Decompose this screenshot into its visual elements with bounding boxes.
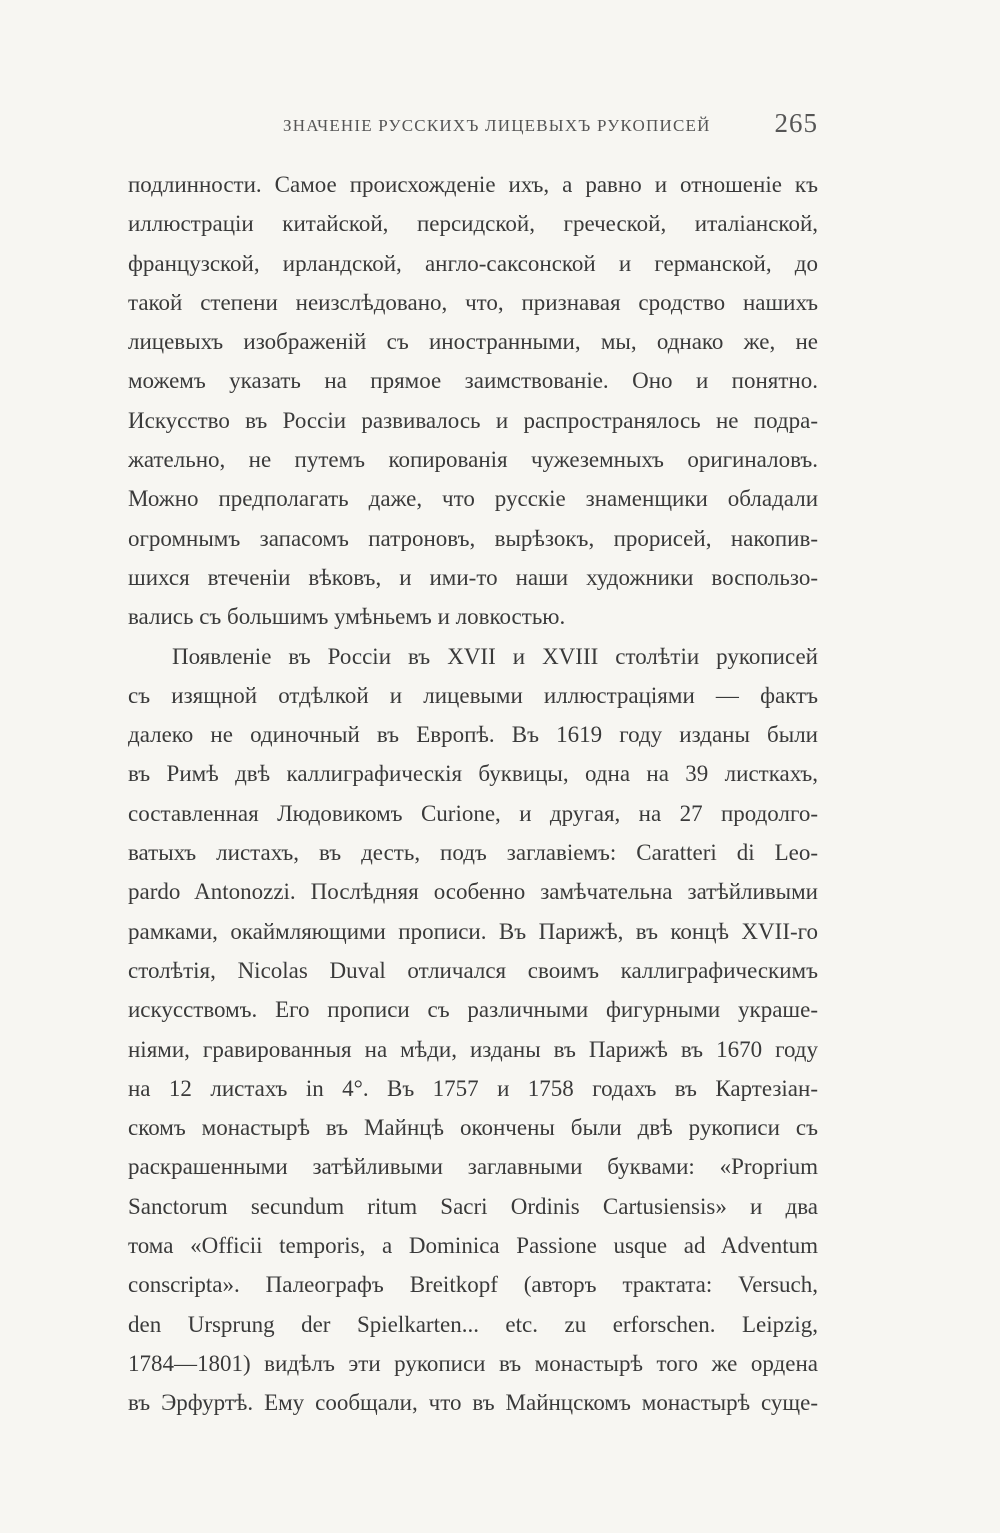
- text-line: Искусство въ Россіи развивалось и распространялось не подра-: [128, 407, 818, 433]
- text-line: шихся втеченіи вѣковъ, и ими-то наши художники воспользо-: [128, 564, 818, 590]
- page-number: 265: [774, 108, 818, 138]
- running-head: [128, 108, 818, 144]
- text-line: ватыхъ листахъ, въ десть, подъ заглавіемъ: Caratteri di Leo-: [128, 840, 818, 866]
- text-line: въ Римѣ двѣ каллиграфическія буквицы, одна на 39 листкахъ,: [128, 761, 818, 787]
- text-line: такой степени неизслѣдовано, что, признавая сродство нашихъ: [128, 289, 818, 315]
- text-line: den Ursprung der Spielkarten... etc. zu erforschen. Leipzig,: [128, 1311, 818, 1337]
- text-line: на 12 листахъ in 4°. Въ 1757 и 1758 годахъ въ Картезіан-: [128, 1075, 818, 1101]
- text-line: съ изящной отдѣлкой и лицевыми иллюстраціями — фактъ: [128, 682, 818, 708]
- text-line: жательно, не путемъ копированія чужеземныхъ оригиналовъ.: [128, 447, 818, 473]
- text-line: подлинности. Самое происхожденіе ихъ, а равно и отношеніе къ: [128, 172, 818, 197]
- text-line: искусствомъ. Его прописи съ различными фигурными украше-: [128, 997, 818, 1023]
- text-line: лицевыхъ изображеній съ иностранными, мы, однако же, не: [128, 329, 818, 355]
- text-line: въ Эрфуртѣ. Ему сообщали, что въ Майнцскомъ монастырѣ суще-: [128, 1390, 818, 1416]
- text-line: огромнымъ запасомъ патроновъ, вырѣзокъ, прорисей, накопив-: [128, 525, 818, 551]
- text-line: тома «Officii temporis, a Dominica Passione usque ad Adventum: [128, 1233, 818, 1259]
- text-line: Sanctorum secundum ritum Sacri Ordinis Cartusiensis» и два: [128, 1193, 818, 1219]
- text-line: далеко не одиночный въ Европѣ. Въ 1619 году изданы были: [128, 722, 818, 748]
- text-line: можемъ указать на прямое заимствованіе. Оно и понятно.: [128, 368, 818, 394]
- text-line: скомъ монастырѣ въ Майнцѣ окончены были двѣ рукописи съ: [128, 1115, 818, 1141]
- text-line: Можно предполагать даже, что русскіе знаменщики обладали: [128, 486, 818, 512]
- body-text: [128, 165, 818, 1423]
- text-line: столѣтія, Nicolas Duval отличался своимъ каллиграфическимъ: [128, 957, 818, 983]
- text-line: раскрашенными затѣйливыми заглавными буквами: «Proprium: [128, 1154, 818, 1180]
- text-line: вались съ большимъ умѣньемъ и ловкостью.: [128, 604, 566, 630]
- text-line: рамками, окаймляющими прописи. Въ Парижѣ, въ концѣ XVII-го: [128, 918, 818, 944]
- text-line: составленная Людовикомъ Curione, и другая, на 27 продолго-: [128, 800, 818, 826]
- text-line: pardo Antonozzi. Послѣдняя особенно замѣчательна затѣйливыми: [128, 879, 818, 905]
- text-line: 1784—1801) видѣлъ эти рукописи въ монастырѣ того же ордена: [128, 1350, 818, 1376]
- text-line: conscripta». Палеографъ Breitkopf (авторъ трактата: Versuch,: [128, 1272, 818, 1298]
- text-line: Появленіе въ Россіи въ XVII и XVIII столѣтіи рукописей: [172, 643, 818, 669]
- text-line: ніями, гравированныя на мѣди, изданы въ Парижѣ въ 1670 году: [128, 1036, 818, 1062]
- running-title: ЗНАЧЕНІЕ РУССКИХЪ ЛИЦЕВЫХЪ РУКОПИСЕЙ: [283, 116, 711, 135]
- text-line: иллюстраціи китайской, персидской, греческой, италіанской,: [128, 211, 818, 237]
- text-line: французской, ирландской, англо-саксонской и германской, до: [128, 250, 818, 276]
